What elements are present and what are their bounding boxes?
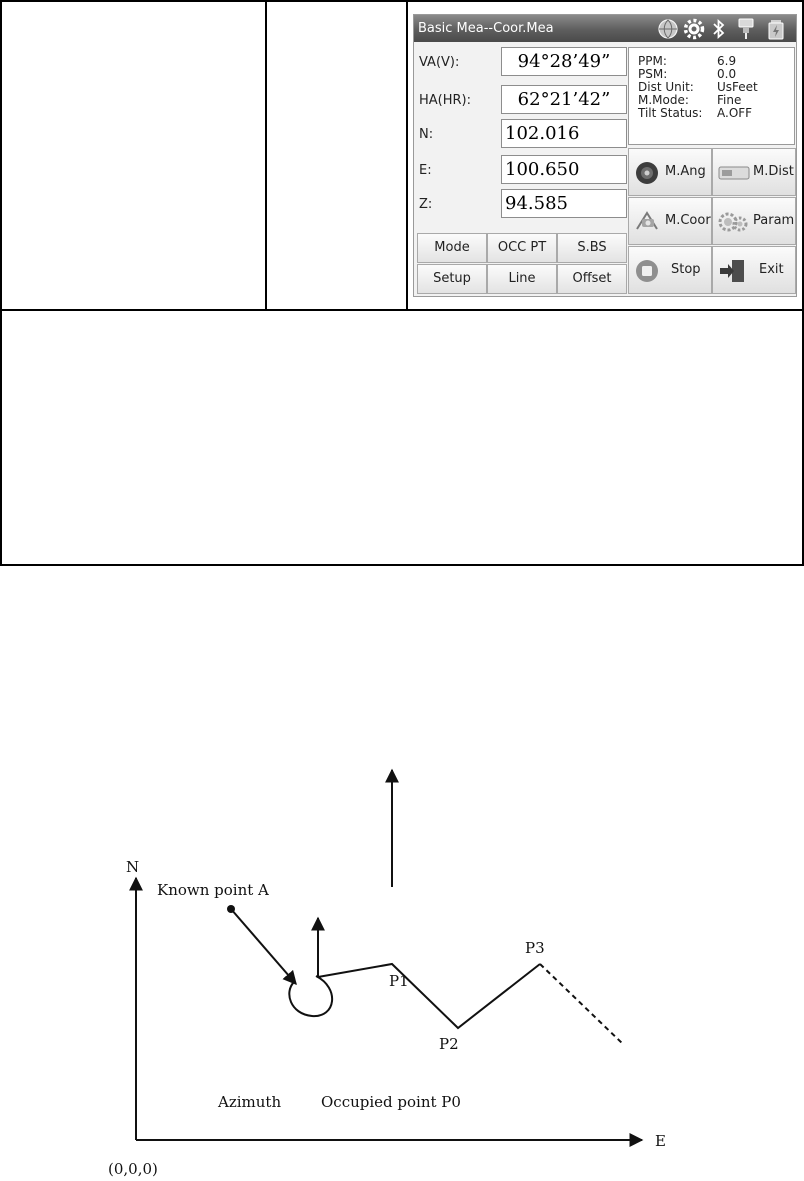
n-value: 102.016 [501, 119, 627, 148]
m-mode-value: Fine [717, 93, 742, 107]
coordinate-measurement-screen [413, 14, 797, 297]
p3-label: P3 [525, 939, 545, 957]
m-ang-label: M.Ang [665, 164, 706, 179]
p1-label: P1 [389, 972, 409, 990]
exit-button[interactable] [712, 246, 796, 294]
psm-key: PSM: [638, 67, 668, 81]
title-bar [414, 15, 796, 42]
param-label: Param [753, 213, 795, 228]
azimuth-arc [289, 976, 332, 1016]
occ-pt-button[interactable]: OCC PT [487, 233, 557, 263]
bluetooth-icon[interactable] [711, 18, 727, 40]
backsight-line [231, 909, 296, 984]
known-point-label: Known point A [157, 881, 269, 899]
dist-unit-key: Dist Unit: [638, 80, 694, 94]
ppm-key: PPM: [638, 54, 667, 68]
line-button[interactable]: Line [487, 264, 557, 294]
table-row-divider [0, 309, 804, 311]
table-col-divider-2 [406, 0, 408, 311]
distance-icon [718, 160, 750, 186]
gear-icon[interactable] [683, 18, 705, 40]
m-dist-button[interactable] [712, 148, 796, 196]
tilt-status-value: A.OFF [717, 106, 753, 120]
globe-icon[interactable] [657, 18, 679, 40]
traverse-diagram [0, 600, 804, 1181]
stop-label: Stop [671, 262, 701, 277]
p2-label: P2 [439, 1035, 459, 1053]
traverse-path [318, 964, 540, 1028]
e-value: 100.650 [501, 155, 627, 184]
stop-icon [634, 258, 660, 284]
exit-label: Exit [759, 262, 784, 277]
mode-button[interactable]: Mode [417, 233, 487, 263]
ppm-value: 6.9 [717, 54, 737, 68]
exit-icon [718, 258, 746, 284]
laser-icon [634, 160, 660, 186]
z-label: Z: [419, 197, 433, 212]
psm-value: 0.0 [717, 67, 737, 81]
n-label: N: [419, 127, 434, 142]
status-panel [628, 47, 795, 145]
m-coor-label: M.Coor [665, 213, 711, 228]
battery-icon[interactable] [765, 18, 787, 40]
occupied-point-label: Occupied point P0 [321, 1093, 461, 1111]
azimuth-label: Azimuth [218, 1093, 282, 1111]
table-border-left [0, 0, 2, 566]
offset-button[interactable]: Offset [557, 264, 627, 294]
plug-icon[interactable] [736, 18, 756, 40]
va-label: VA(V): [419, 55, 460, 70]
n-axis-label: N [126, 858, 140, 876]
table-col-divider-1 [265, 0, 267, 311]
setup-button[interactable]: Setup [417, 264, 487, 294]
tilt-status-key: Tilt Status: [638, 106, 703, 120]
ha-label: HA(HR): [419, 93, 471, 108]
screen-title: Basic Mea--Coor.Mea [418, 21, 554, 36]
stop-button[interactable] [628, 246, 712, 294]
s-bs-button[interactable]: S.BS [557, 233, 627, 263]
e-label: E: [419, 163, 432, 178]
m-dist-label: M.Dist [753, 164, 794, 179]
gears-icon [718, 209, 748, 235]
m-ang-button[interactable] [628, 148, 712, 196]
e-axis-label: E [655, 1132, 666, 1150]
table-border-bottom [0, 564, 804, 566]
origin-label: (0,0,0) [108, 1160, 158, 1178]
traverse-continuation [540, 964, 624, 1045]
dist-unit-value: UsFeet [717, 80, 758, 94]
va-value: 94°28’49” [501, 47, 627, 76]
z-value: 94.585 [501, 189, 627, 218]
m-mode-key: M.Mode: [638, 93, 689, 107]
table-border-top [0, 0, 804, 2]
m-coor-button[interactable] [628, 197, 712, 245]
ha-value: 62°21’42” [501, 85, 627, 114]
param-button[interactable] [712, 197, 796, 245]
coordinate-icon [634, 209, 660, 235]
